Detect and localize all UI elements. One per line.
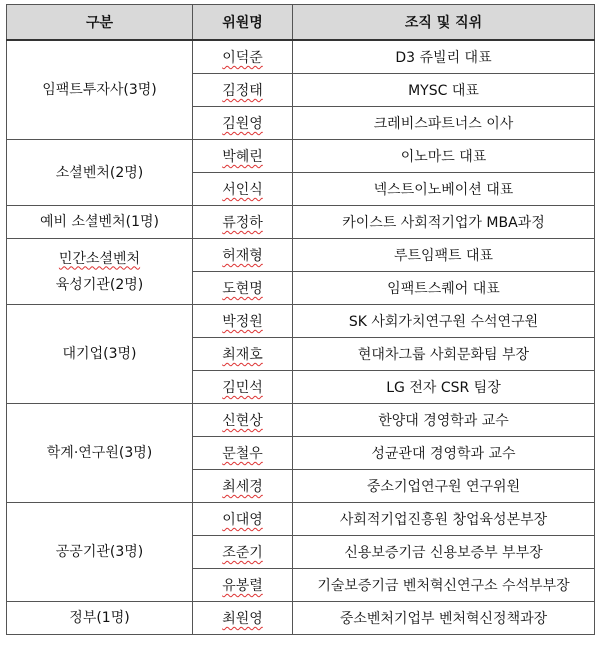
member-position: 기술보증기금 벤처혁신연구소 수석부부장 [293, 569, 595, 602]
category-line: 육성기관(2명) [55, 276, 144, 293]
member-position: SK 사회가치연구원 수석연구원 [293, 305, 595, 338]
member-name: 최재호 [193, 338, 293, 371]
category-cell: 예비 소셜벤처(1명) [7, 206, 193, 239]
member-name: 최세경 [193, 470, 293, 503]
header-member-name: 위원명 [193, 5, 293, 41]
member-position: 이노마드 대표 [293, 140, 595, 173]
table-row [7, 40, 595, 74]
member-position: 카이스트 사회적기업가 MBA과정 [293, 206, 595, 239]
member-name: 도현명 [193, 272, 293, 305]
table-row [7, 239, 595, 272]
member-position: 루트임팩트 대표 [293, 239, 595, 272]
member-position: 성균관대 경영학과 교수 [293, 437, 595, 470]
member-position: 크레비스파트너스 이사 [293, 107, 595, 140]
table-row [7, 140, 595, 173]
category-cell: 정부(1명) [7, 602, 193, 635]
table-row [7, 503, 595, 536]
member-position: MYSC 대표 [293, 74, 595, 107]
member-name: 박정원 [193, 305, 293, 338]
member-name: 박혜린 [193, 140, 293, 173]
header-organization-position: 조직 및 직위 [293, 5, 595, 41]
member-position: 중소기업연구원 연구위원 [293, 470, 595, 503]
category-cell [7, 239, 193, 305]
category-line: 민간소셜벤처 [58, 250, 141, 267]
category-cell: 공공기관(3명) [7, 503, 193, 602]
table-row [7, 305, 595, 338]
table-row [7, 404, 595, 437]
member-name: 문철우 [193, 437, 293, 470]
member-position: 한양대 경영학과 교수 [293, 404, 595, 437]
member-name: 유봉렬 [193, 569, 293, 602]
category-cell: 소셜벤처(2명) [7, 140, 193, 206]
table-row [7, 602, 595, 635]
member-name: 류정하 [193, 206, 293, 239]
member-name: 김민석 [193, 371, 293, 404]
category-cell: 임팩트투자사(3명) [7, 40, 193, 140]
member-name: 신현상 [193, 404, 293, 437]
member-position: 임팩트스퀘어 대표 [293, 272, 595, 305]
header-category: 구분 [7, 5, 193, 41]
member-position: 신용보증기금 신용보증부 부부장 [293, 536, 595, 569]
header-row [7, 5, 595, 41]
member-name: 서인식 [193, 173, 293, 206]
category-cell: 대기업(3명) [7, 305, 193, 404]
table-row [7, 206, 595, 239]
category-cell: 학계·연구원(3명) [7, 404, 193, 503]
member-name: 김원영 [193, 107, 293, 140]
member-name: 김정태 [193, 74, 293, 107]
member-name: 이대영 [193, 503, 293, 536]
member-position: 사회적기업진흥원 창업육성본부장 [293, 503, 595, 536]
member-position: 중소벤처기업부 벤처혁신정책과장 [293, 602, 595, 635]
member-position: 넥스트이노베이션 대표 [293, 173, 595, 206]
member-name: 조준기 [193, 536, 293, 569]
member-position: LG 전자 CSR 팀장 [293, 371, 595, 404]
member-position: 현대차그룹 사회문화팀 부장 [293, 338, 595, 371]
member-name: 최원영 [193, 602, 293, 635]
member-name: 이덕준 [193, 40, 293, 74]
committee-table [6, 4, 595, 635]
member-name: 허재형 [193, 239, 293, 272]
member-position: D3 쥬빌리 대표 [293, 40, 595, 74]
